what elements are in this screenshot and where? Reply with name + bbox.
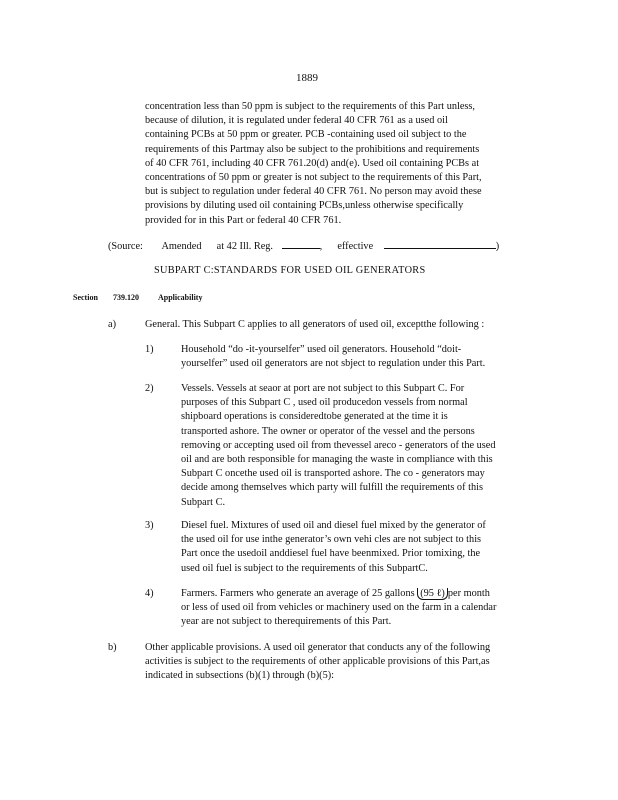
item-line: used oil fuel is subject to the requirements of this SubpartC.: [181, 562, 428, 574]
item-line: purposes of this Subpart C , used oil producedon vessels from normal: [181, 397, 468, 409]
intro-line: because of dilution, it is regulated under federal 40 CFR 761 as a used oil: [145, 115, 448, 127]
item-line: Diesel fuel. Mixtures of used oil and diesel fuel mixed by the generator of: [181, 520, 486, 531]
item-line: removing or accepting used oil from thevessel areco - generators of the used: [181, 439, 496, 451]
item-line: transported ashore. The owner or operator of the vessel and the persons: [181, 425, 475, 437]
item-line: oil and are both responsible for managing the waste in compliance with this: [181, 454, 493, 466]
item-1-marker: 1): [145, 344, 154, 355]
item-line: Part once the usedoil anddiesel fuel have beenmixed. Prior tomixing, the: [181, 548, 481, 560]
unit-box: (95 ℓ): [417, 588, 448, 600]
source-note: [108, 238, 499, 254]
item-line: shipboard operations is consideredtobe generated at the time it is: [181, 411, 448, 423]
item-line: [181, 587, 541, 601]
intro-line: of 40 CFR 761, including 40 CFR 761.20(d) and(e). Used oil containing PCBs at: [145, 157, 480, 169]
source-effective: effective: [337, 241, 374, 252]
section-title: Applicability: [158, 293, 203, 302]
section-label: Section: [73, 293, 98, 302]
source-comma: ,: [319, 241, 323, 252]
para-b-line: indicated in subsections (b)(1) through (b)(5):: [145, 670, 335, 682]
para-b-line: activities is subject to the requirements of other applicable provisions of this Part,as: [145, 656, 490, 668]
item-line: Subpart C.: [181, 496, 226, 508]
item-line: year are not subject to therequirements of this Part.: [181, 616, 392, 628]
item-4-line1-pre: Farmers. Farmers who generate an average of 25 gallons: [181, 588, 415, 599]
effective-date-blank: [384, 238, 496, 249]
section-number: 739.120: [113, 293, 139, 302]
item-2-text: [181, 382, 541, 510]
para-b-marker: b): [108, 642, 117, 653]
item-4-marker: 4): [145, 588, 154, 599]
para-a-marker: a): [108, 319, 116, 330]
item-3-marker: 3): [145, 520, 154, 531]
source-amended: Amended: [161, 241, 202, 252]
para-a-text: General. This Subpart C applies to all generators of used oil, exceptthe following :: [145, 319, 485, 330]
item-4-line1-post: per month: [447, 588, 490, 599]
item-line: or less of used oil from vehicles or machinery used on the farm in a calendar: [181, 602, 497, 614]
intro-line: requirements of this Partmay also be subject to the prohibitions and requirements: [145, 143, 480, 155]
intro-line: concentration less than 50 ppm is subject to the requirements of this Part unless,: [145, 101, 476, 112]
source-label: (Source:: [108, 241, 143, 252]
subpart-heading: SUBPART C:STANDARDS FOR USED OIL GENERATORS: [154, 265, 426, 276]
item-3-text: [181, 519, 541, 576]
item-2-marker: 2): [145, 383, 154, 394]
item-line: the used oil for use inthe generator’s own vehi cles are not subject to this: [181, 534, 482, 546]
intro-line: provided for in this Part or federal 40 CFR 761.: [145, 214, 342, 226]
item-1-text: [181, 343, 541, 371]
item-line: Subpart C oncethe used oil is transported ashore. The co - generators may: [181, 468, 485, 480]
para-b-text: [145, 641, 545, 684]
item-4-text: [181, 587, 541, 630]
item-line: Household “do -it-yourselfer” used oil generators. Household “doit-: [181, 344, 462, 355]
page-number: 1889: [296, 72, 318, 84]
source-close: ): [495, 241, 500, 252]
intro-line: but is subject to regulation under federal 40 CFR 761. No person may avoid these: [145, 186, 482, 198]
register-blank: [282, 238, 320, 249]
item-line: Vessels. Vessels at seaor at port are not subject to this Subpart C. For: [181, 383, 465, 394]
source-register: at 42 Ill. Reg.: [216, 241, 274, 252]
intro-line: concentrations of 50 ppm or greater is not subject to the requirements of this Part,: [145, 172, 482, 184]
intro-line: provisions by diluting used oil containing PCBs,unless otherwise specifically: [145, 200, 464, 212]
intro-line: containing PCBs at 50 ppm or greater. PCB -containing used oil subject to the: [145, 129, 467, 141]
item-line: yourselfer” used oil generators are not sbject to regulation under this Part.: [181, 358, 486, 370]
para-b-line: Other applicable provisions. A used oil generator that conducts any of the following: [145, 642, 491, 653]
intro-paragraph: [145, 100, 540, 228]
item-line: decide among themselves which party will fulfill the requirements of this: [181, 482, 483, 494]
